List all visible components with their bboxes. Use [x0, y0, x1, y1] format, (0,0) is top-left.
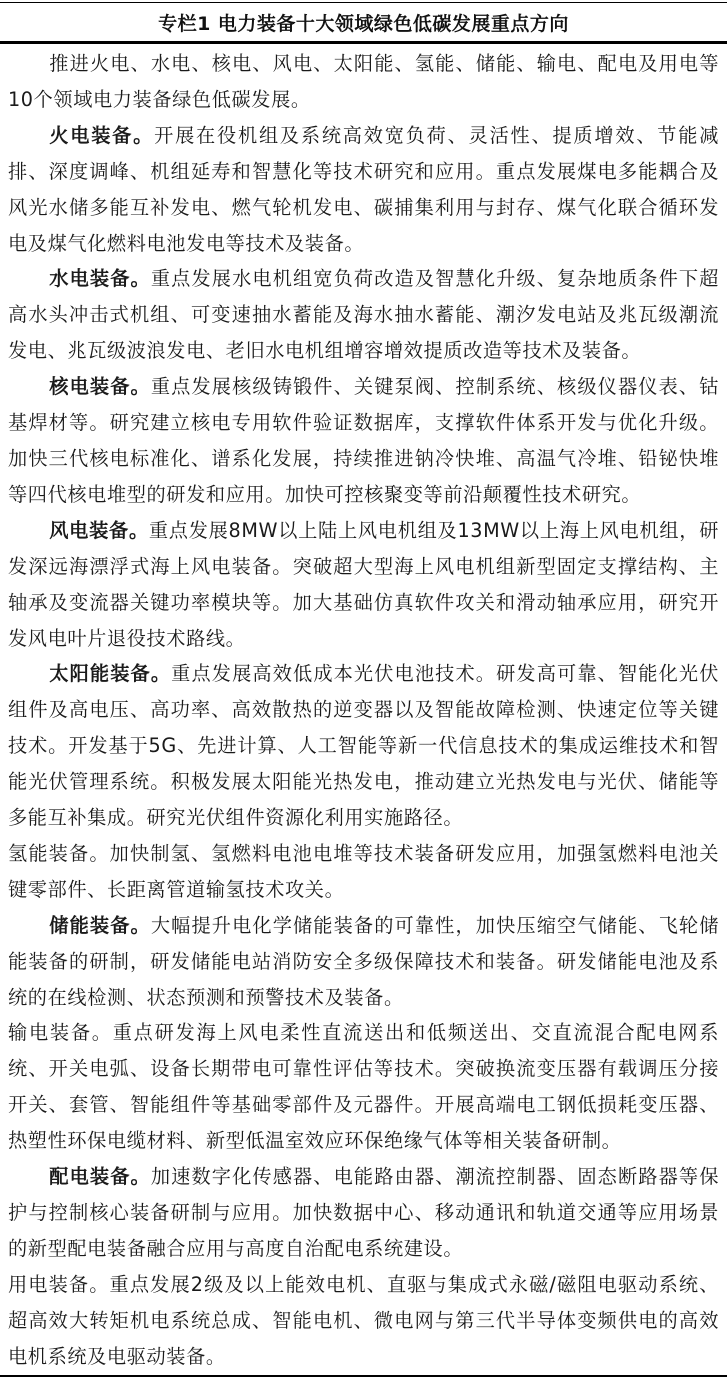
section-nuclear-power — [8, 369, 719, 513]
intro-paragraph: 推进火电、水电、核电、风电、太阳能、氢能、储能、输电、配电及用电等10个领域电力装备绿色低碳发展。 — [8, 52, 719, 111]
section-text: 开展在役机组及系统高效宽负荷、灵活性、提质增效、节能减排、深度调峰、机组延寿和智慧化等技术研究和应用。重点发展煤电多能耦合及风光水储多能互补发电、燃气轮机发电、碳捕集利用与封存、煤气化联合循环发电及煤气化燃料电池发电等技术及装备。 — [8, 123, 720, 255]
section-text: 重点发展高效低成本光伏电池技术。研发高可靠、智能化光伏组件及高电压、高功率、高效散热的逆变器以及智能故障检测、快速定位等关键技术。开发基于5G、先进计算、人工智能等新一代信息技术的集成运维技术和智能光伏管理系统。积极发展太阳能光热发电，推动建立光热发电与光伏、储能等多能互补集成。研究光伏组件资源化利用实施路径。 — [8, 662, 719, 830]
section-consumption — [8, 1267, 719, 1375]
box-title: 专栏1 电力装备十大领域绿色低碳发展重点方向 — [158, 12, 569, 35]
section-heading: 风电装备。 — [49, 518, 149, 542]
title-row — [0, 2, 727, 44]
section-energy-storage — [8, 908, 719, 1016]
section-hydrogen — [8, 836, 719, 908]
section-thermal-power — [8, 118, 719, 262]
bottom-rule — [0, 1375, 727, 1377]
section-text: 氢能装备。加快制氢、氢燃料电池电堆等技术装备研发应用，加强氢燃料电池关键零部件、长距离管道输氢技术攻关。 — [8, 841, 719, 901]
box-body — [0, 46, 727, 1375]
section-text: 用电装备。重点发展2级及以上能效电机、直驱与集成式永磁/磁阻电驱动系统、超高效大转矩机电系统总成、智能电机、微电网与第三代半导体变频供电的高效电机系统及电驱动装备。 — [8, 1272, 719, 1368]
section-text: 重点发展核级铸锻件、关键泵阀、控制系统、核级仪器仪表、钴基焊材等。研究建立核电专用软件验证数据库，支撑软件体系开发与优化升级。加快三代核电标准化、谱系化发展，持续推进钠冷快堆、高温气冷堆、铅铋快堆等四代核电堆型的研发和应用。加快可控核聚变等前沿颠覆性技术研究。 — [8, 375, 719, 506]
section-wind-power — [8, 513, 719, 657]
section-text: 重点发展8MW以上陆上风电机组及13MW以上海上风电机组，研发深远海漂浮式海上风电装备。突破超大型海上风电机组新型固定支撑结构、主轴承及变流器关键功率模块等。加大基础仿真软件攻关和滑动轴承应用，研究开发风电叶片退役技术路线。 — [8, 518, 719, 650]
section-heading: 储能装备。 — [49, 913, 151, 937]
section-transmission — [8, 1015, 719, 1159]
section-heading: 核电装备。 — [49, 375, 151, 399]
section-text: 输电装备。重点研发海上风电柔性直流送出和低频送出、交直流混合配电网系统、开关电弧、设备长期带电可靠性评估等技术。突破换流变压器有载调压分接开关、套管、智能组件等基础零部件及元器件。开展高端电工钢低损耗变压器、热塑性环保电缆材料、新型低温室效应环保绝缘气体等相关装备研制。 — [8, 1021, 719, 1153]
section-hydropower — [8, 261, 719, 369]
section-distribution — [8, 1159, 719, 1267]
section-text: 重点发展水电机组宽负荷改造及智慧化升级、复杂地质条件下超高水头冲击式机组、可变速抽水蓄能及海水抽水蓄能、潮汐发电站及兆瓦级潮流发电、兆瓦级波浪发电、老旧水电机组增容增效提质改造等技术及装备。 — [8, 267, 719, 363]
section-heading: 水电装备。 — [49, 267, 151, 291]
section-text: 加速数字化传感器、电能路由器、潮流控制器、固态断路器等保护与控制核心装备研制与应用。加快数据中心、移动通讯和轨道交通等应用场景的新型配电装备融合应用与高度自治配电系统建设。 — [8, 1165, 719, 1260]
section-solar — [8, 656, 719, 836]
section-heading: 火电装备。 — [49, 123, 155, 147]
section-heading: 太阳能装备。 — [49, 662, 172, 686]
section-text: 大幅提升电化学储能装备的可靠性，加快压缩空气储能、飞轮储能装备的研制，研发储能电站消防安全多级保障技术和装备。研发储能电池及系统的在线检测、状态预测和预警技术及装备。 — [8, 913, 719, 1009]
section-heading: 配电装备。 — [49, 1165, 151, 1189]
